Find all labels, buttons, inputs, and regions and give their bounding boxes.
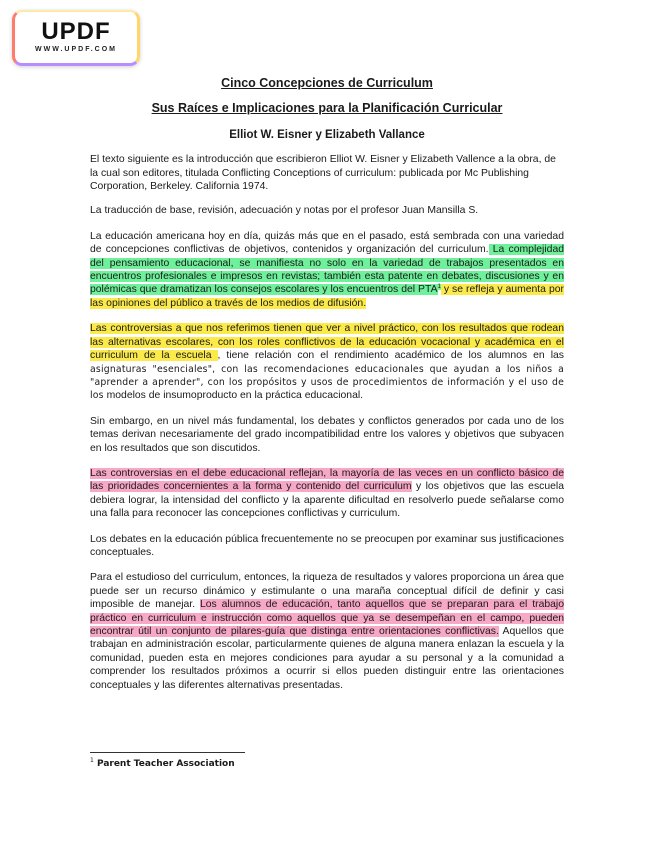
paragraph-5: Los debates en la educación pública frecuentemente no se preocupen por examinar sus justificaciones conceptuales. bbox=[90, 533, 564, 558]
footnote-divider bbox=[90, 752, 245, 753]
updf-logo bbox=[12, 10, 140, 66]
p2-text-end: modelos de insumoproducto en la práctica educacional. bbox=[103, 390, 364, 402]
document-title: Cinco Concepciones de Curriculum bbox=[221, 76, 433, 90]
p6-highlight-pink: Los alumnos de educación, tanto aquellos que se preparan para el trabajo práctico en curriculum e instrucción como aquellos que ya se desempeñan en el campo, pueden encontrar útil un conjunto de pilares-guía que distinga entre orientaciones conflictivas. bbox=[90, 599, 564, 637]
translation-note: La traducción de base, revisión, adecuación y notas por el profesor Juan Mansilla S. bbox=[90, 205, 479, 217]
p2-text: , tiene relación con el rendimiento académico de los alumnos en las bbox=[217, 350, 564, 362]
p1-highlight-green: La complejidad del pensamiento educacional, se manifiesta no solo en la variedad de trabajos presentados en encuentros profesionales e impresos en revistas; también esta patente en debates, discusiones y en polémicas que dramatizan los consejos escolares y los encuentros del PTA bbox=[90, 244, 565, 296]
paragraph-2 bbox=[90, 322, 564, 402]
p2-text-alt-font: asignaturas "esenciales", con las recomendaciones educacionales que ayudan a los niños a "aprender a aprender", con los propósitos y usos de procedimientos de información y el uso de los bbox=[90, 363, 564, 402]
p6-text: Para el estudioso del curriculum, entonces, la riqueza de resultados y valores proporciona un área que puede ser un recurso dinámico y estimulante o una maraña conceptual difícil de definir y casi imposible de manejar. bbox=[90, 572, 564, 611]
p4-highlight-pink: Las controversias en el debe educacional reflejan, la mayoría de las veces en un conflicto básico de las prioridades concernientes a la forma y contenido del curriculum bbox=[90, 467, 564, 493]
p4-text: y los objetivos que las escuela debiera lograr, la intensidad del conflicto y la aparente dificultad en resolverlo puede señalarse como una falla para reconocer las concepciones conflictivas y curriculum. bbox=[90, 481, 564, 520]
document-subtitle: Sus Raíces e Implicaciones para la Planificación Curricular bbox=[151, 101, 503, 116]
paragraph-4 bbox=[90, 467, 564, 521]
p6-text-end: Aquellos que trabajan en administración escolar, particularmente quienes de alguna manera enlazan la escuela y la comunidad, pueden esta en mejores condiciones para ayudar a su personal y a la comunidad a comprender los resultados próximos a ocurrir si ellos pueden distinguir entre las orientaciones conceptuales y las diferentes alternativas presentadas. bbox=[90, 626, 564, 691]
logo-wordmark: UPDF bbox=[41, 18, 111, 45]
paragraph-3: Sin embargo, en un nivel más fundamental, los debates y conflictos generados por cada uno de los temas derivan necesariamente del grado incompatibilidad entre los valores y objetivos que subyacen en los resultados que son discutidos. bbox=[90, 415, 564, 454]
document-page bbox=[90, 74, 564, 692]
footnote bbox=[90, 759, 235, 769]
p1-highlight-yellow: y se refleja y aumenta por las opiniones del público a través de los medios de difusión. bbox=[90, 284, 564, 309]
intro-paragraph: El texto siguiente es la introducción que escribieron Elliot W. Eisner y Elizabeth Vallence a la obra, de la cual son editores, titulada Conflicting Conceptions of curriculum: publicada por Mc Publishing Corporation, Berkeley. California 1974. bbox=[90, 154, 556, 193]
document-authors: Elliot W. Eisner y Elizabeth Vallance bbox=[229, 128, 425, 141]
footnote-text: Parent Teacher Association bbox=[93, 759, 235, 769]
paragraph-1 bbox=[90, 230, 564, 310]
p1-text: La educación americana hoy en día, quizás más que en el pasado, está sembrada con una variedad de concepciones conflictivas de objetivos, contenidos y organización del curriculum. bbox=[90, 230, 564, 256]
logo-url: WWW.UPDF.COM bbox=[35, 46, 117, 53]
p2-highlight-yellow: Las controversias a que nos referimos tienen que ver a nivel práctico, con los resultados que rodean las alternativas escolares, con los roles conflictivos de la educación vocacional y académica en el curriculum de la escuela bbox=[90, 323, 564, 362]
footnote-number: 1 bbox=[90, 757, 94, 764]
footnote-ref: 1 bbox=[437, 284, 441, 290]
paragraph-6 bbox=[90, 571, 564, 692]
